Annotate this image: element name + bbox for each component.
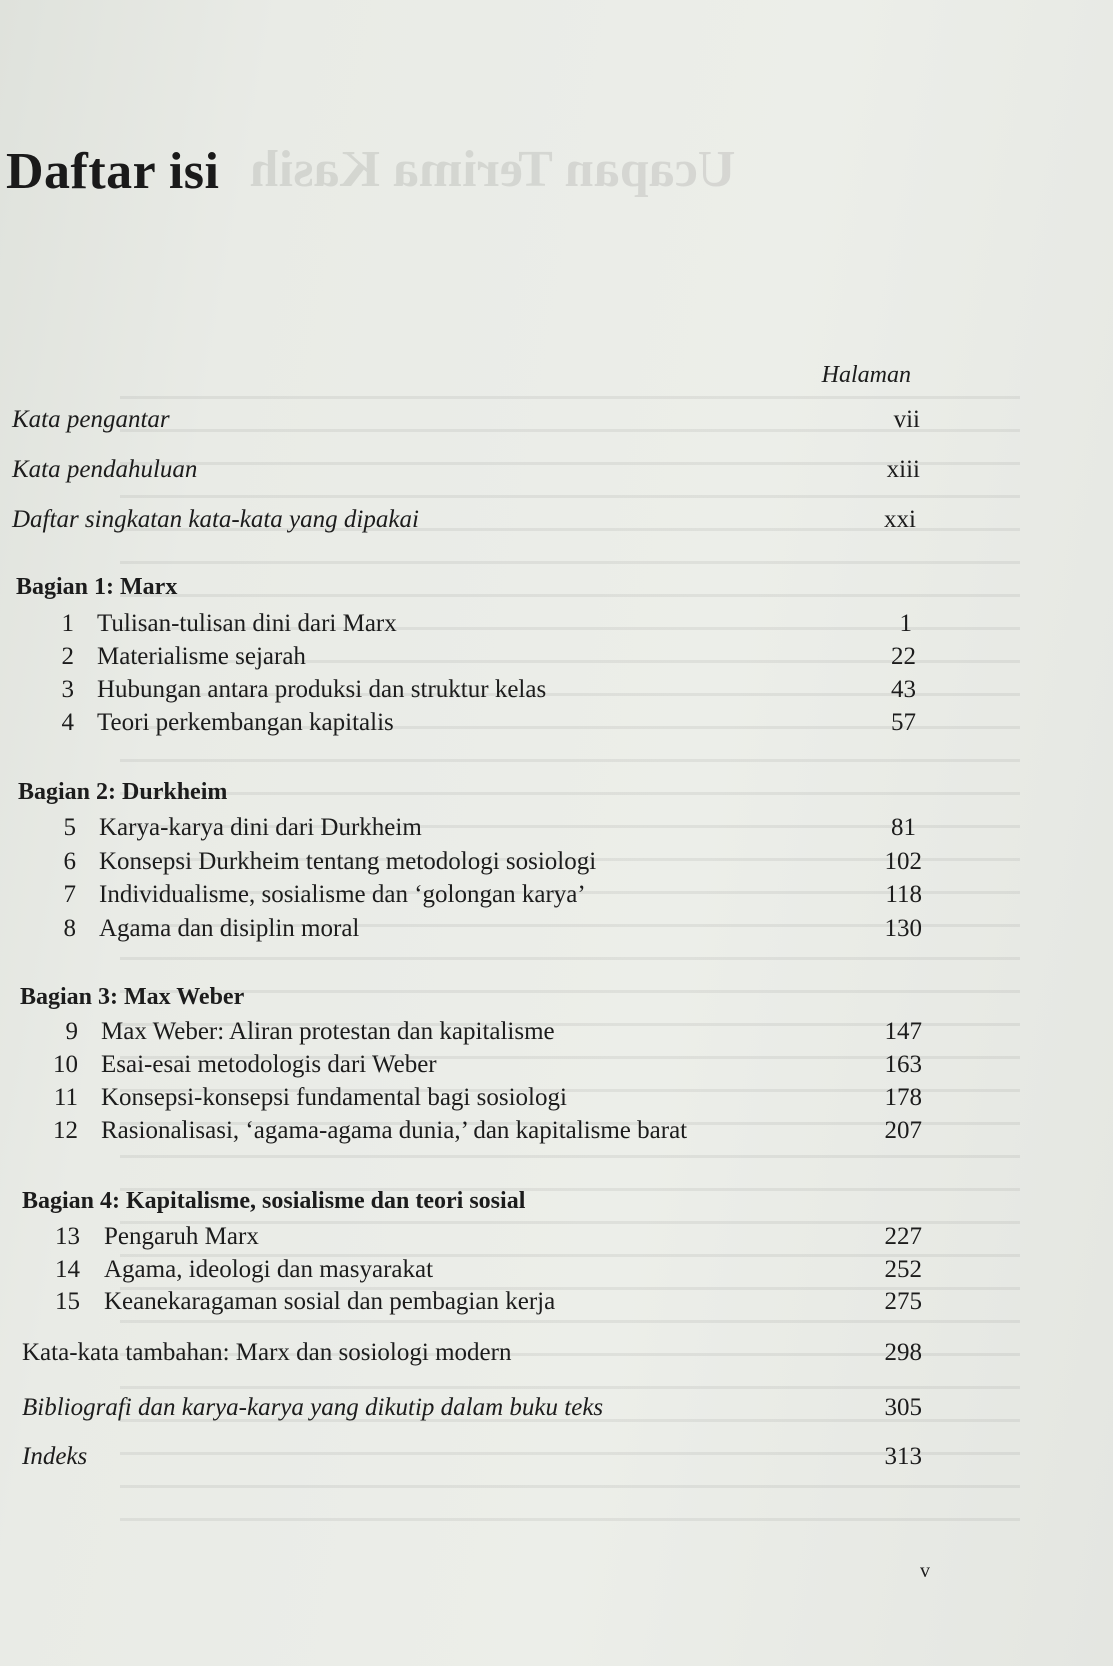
chapter-page: 207 [884,1117,922,1144]
chapter-title: Max Weber: Aliran protestan dan kapitalisme [101,1018,555,1045]
chapter-title: Materialisme sejarah [97,643,306,670]
page-title: Daftar isi [6,143,220,200]
toc-chapter [0,1117,922,1151]
entry-title: Kata pendahuluan [12,456,198,483]
part-heading: Bagian 2: Durkheim [18,779,228,805]
chapter-page: 130 [884,915,922,942]
entry-page: xiii [886,456,920,483]
toc-entry [0,1394,922,1428]
chapter-number: 15 [55,1288,80,1315]
chapter-page: 22 [891,643,916,670]
chapter-title: Rasionalisasi, ‘agama-agama dunia,’ dan kapitalisme barat [101,1117,688,1144]
chapter-page: 43 [891,676,916,703]
toc-entry [0,456,922,490]
chapter-number: 1 [61,610,74,637]
chapter-page: 118 [885,881,922,908]
chapter-title: Agama dan disiplin moral [99,915,360,942]
chapter-page: 275 [884,1288,922,1315]
chapter-page: 252 [884,1256,922,1283]
chapter-page: 227 [884,1223,922,1250]
chapter-title: Agama, ideologi dan masyarakat [104,1256,434,1283]
part-heading: Bagian 4: Kapitalisme, sosialisme dan teori sosial [22,1188,526,1214]
chapter-number: 8 [63,915,76,942]
toc-chapter [0,1288,922,1322]
chapter-number: 13 [55,1223,80,1250]
toc-chapter [0,610,922,644]
toc-chapter [0,1084,922,1118]
toc-chapter [0,643,922,677]
entry-title: Daftar singkatan kata-kata yang dipakai [12,506,419,533]
chapter-page: 1 [899,610,912,637]
chapter-page: 178 [884,1084,922,1111]
show-through-decoration: Ucapan Terima Kasih [250,141,736,198]
chapter-number: 12 [53,1117,78,1144]
toc-chapter [0,676,922,710]
chapter-page: 57 [891,709,916,736]
page-folio: v [920,1560,930,1582]
chapter-page: 81 [891,814,916,841]
chapter-number: 9 [65,1018,78,1045]
toc-chapter [0,881,922,915]
entry-page: 305 [884,1394,922,1421]
entry-title: Indeks [22,1443,88,1470]
chapter-title: Karya-karya dini dari Durkheim [99,814,422,841]
toc-chapter [0,915,922,949]
entry-title: Kata-kata tambahan: Marx dan sosiologi modern [22,1339,512,1366]
chapter-number: 3 [61,676,74,703]
chapter-number: 5 [63,814,76,841]
toc-chapter [0,1256,922,1290]
toc-chapter [0,848,922,882]
toc-chapter [0,1018,922,1052]
toc-entry [0,406,922,440]
toc-entry [0,1443,922,1477]
chapter-number: 4 [61,709,74,736]
chapter-title: Konsepsi Durkheim tentang metodologi sosiologi [99,848,597,875]
chapter-title: Konsepsi-konsepsi fundamental bagi sosiologi [101,1084,567,1111]
chapter-title: Pengaruh Marx [104,1223,259,1250]
chapter-title: Teori perkembangan kapitalis [97,709,394,736]
chapter-number: 14 [55,1256,80,1283]
entry-page: xxi [884,506,916,533]
chapter-page: 163 [884,1051,922,1078]
entry-page: 298 [884,1339,922,1366]
part-heading: Bagian 1: Marx [16,574,178,600]
entry-page: 313 [884,1443,922,1470]
chapter-title: Keanekaragaman sosial dan pembagian kerja [104,1288,556,1315]
toc-chapter [0,1051,922,1085]
entry-page: vii [893,406,920,433]
chapter-number: 7 [63,881,76,908]
toc-chapter [0,1223,922,1257]
chapter-page: 147 [884,1018,922,1045]
entry-title: Kata pengantar [12,406,170,433]
part-heading: Bagian 3: Max Weber [20,984,245,1010]
show-through-lines [120,370,1020,1550]
page-column-header: Halaman [821,362,911,388]
chapter-title: Esai-esai metodologis dari Weber [101,1051,437,1078]
chapter-number: 6 [63,848,76,875]
chapter-number: 2 [61,643,74,670]
toc-chapter [0,709,922,743]
entry-title: Bibliografi dan karya-karya yang dikutip dalam buku teks [22,1394,604,1421]
toc-entry [0,506,922,540]
chapter-number: 11 [53,1084,78,1111]
toc-entry [0,1339,922,1373]
toc-chapter [0,814,922,848]
chapter-title: Tulisan-tulisan dini dari Marx [97,610,397,637]
chapter-title: Hubungan antara produksi dan struktur kelas [97,676,547,703]
chapter-title: Individualisme, sosialisme dan ‘golongan karya’ [99,881,586,908]
chapter-page: 102 [884,848,922,875]
chapter-number: 10 [53,1051,78,1078]
